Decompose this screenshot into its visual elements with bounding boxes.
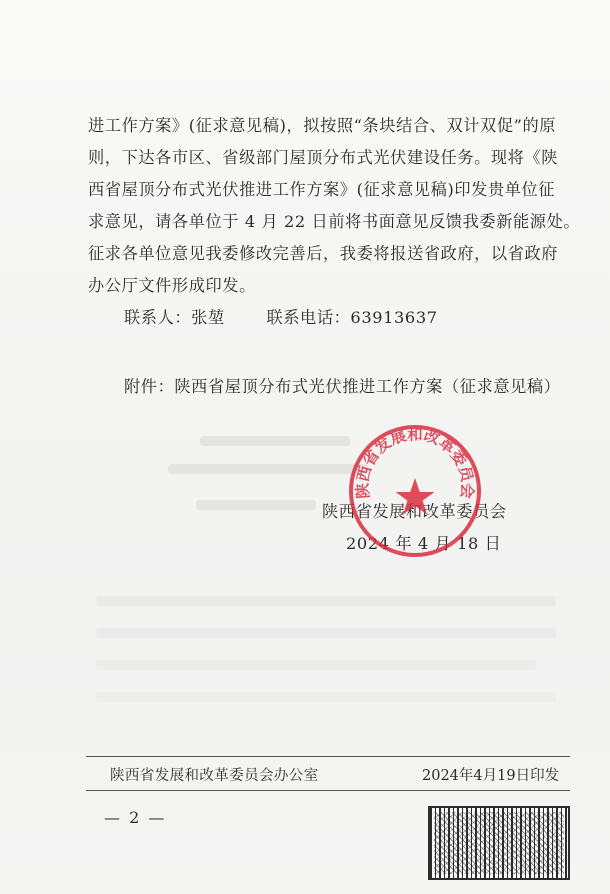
- signature-date: 2024 年 4 月 18 日: [346, 534, 502, 553]
- contact-person-label: 联系人：: [124, 308, 192, 327]
- footer-rule-bottom: [86, 790, 570, 791]
- bleed-through-text: [96, 628, 556, 638]
- attachment-line: [124, 373, 561, 397]
- body-line: 求意见，请各单位于 4 月 22 日前将书面意见反馈我委新能源处。: [88, 212, 581, 231]
- body-line: 西省屋顶分布式光伏推进工作方案》(征求意见稿)印发贵单位征: [88, 180, 556, 199]
- seal-star-icon: [396, 478, 435, 515]
- body-line: 进工作方案》(征求意见稿)，拟按照“条块结合、双计双促”的原: [88, 116, 557, 135]
- bleed-through-text: [168, 464, 368, 474]
- contact-phone-number: 63913637: [350, 308, 438, 327]
- bleed-through-text: [96, 596, 556, 606]
- body-line: 办公厅文件形成印发。: [88, 276, 256, 295]
- bleed-through-text: [96, 692, 556, 702]
- bleed-through-text: [200, 436, 350, 446]
- footer-issue-date: 2024年4月19日印发: [422, 768, 560, 784]
- contact-phone-label: 联系电话：: [266, 308, 351, 327]
- footer-rule-top: [86, 756, 570, 757]
- bleed-through-text: [96, 660, 536, 670]
- signature-organization: 陕西省发展和改革委员会: [322, 502, 507, 521]
- qr-code-icon: [428, 806, 570, 880]
- official-seal: [346, 422, 484, 560]
- contact-person-name: 张堃: [191, 308, 225, 327]
- seal-text: 陕西省发展和改革委员会: [353, 425, 477, 500]
- bleed-through-text: [196, 500, 316, 510]
- attachment-label: 附件：: [124, 377, 175, 396]
- body-line: 则，下达各市区、省级部门屋顶分布式光伏建设任务。现将《陕: [88, 148, 559, 167]
- attachment-title: 陕西省屋顶分布式光伏推进工作方案（征求意见稿）: [174, 377, 561, 396]
- body-line: 征求各单位意见我委修改完善后，我委将报送省政府，以省政府: [88, 244, 559, 263]
- page-number: — 2 —: [104, 808, 167, 827]
- footer-issuer: 陕西省发展和改革委员会办公室: [110, 768, 319, 784]
- contact-info: [124, 304, 438, 328]
